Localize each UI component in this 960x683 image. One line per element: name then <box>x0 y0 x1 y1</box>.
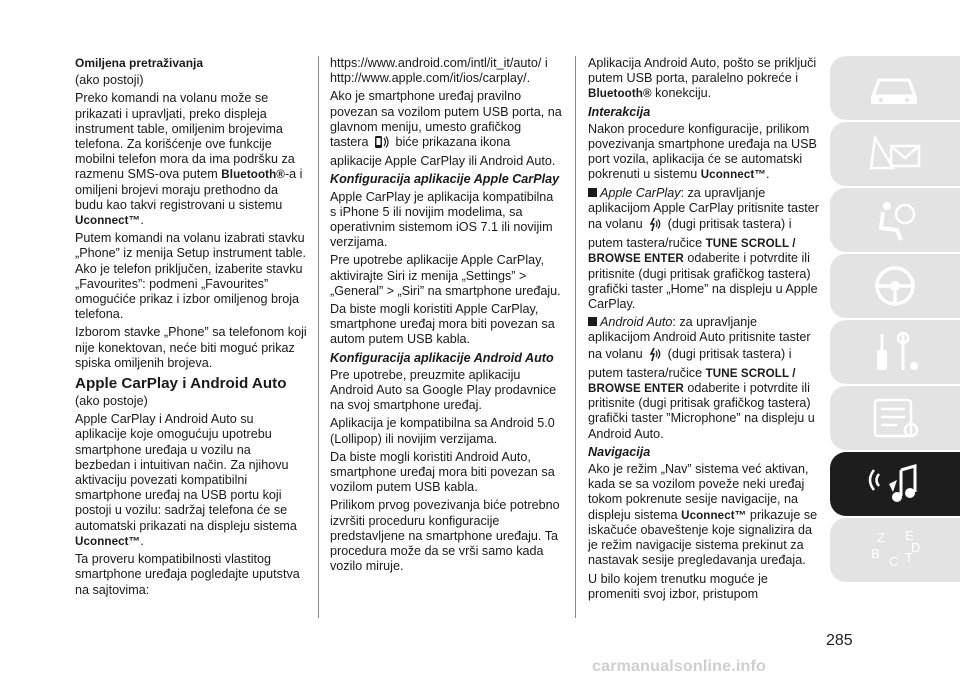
paragraph: Preko komandi na volanu može se prikazati i upravljati, preko displeja instrument table, omiljenim brojevima telefona. Za korišćenje ove funkcije mobilni telefon mora da ima podršku za razmenu SMS-ova putem Bluetooth®-a i omiljeni brojevi moraju prethodno da budu kao takvi registrovani u sistemu Uconnect™. <box>75 91 303 228</box>
heading-favourites: Omiljena pretraživanja <box>75 56 204 70</box>
paragraph: Da biste mogli koristiti Apple CarPlay, smartphone uređaj mora biti povezan sa autom putem USB kabla. <box>330 302 555 347</box>
paragraph: Ta proveru kompatibilnosti vlastitog smartphone uređaja pogledajte uputstva na sajtovima: <box>75 552 300 597</box>
paragraph: Izborom stavke „Phone” sa telefonom koji nije konektovan, neće biti moguć prikaz spiska omiljenih brojeva. <box>75 325 307 370</box>
tab-driving[interactable] <box>830 254 960 318</box>
tab-index[interactable] <box>830 518 960 582</box>
car-dashboard-icon <box>867 66 923 110</box>
heading-carplay-config: Konfiguracija aplikacije Apple CarPlay <box>330 172 560 187</box>
voice-command-icon <box>648 346 662 366</box>
bullet-square-icon <box>588 188 597 197</box>
tab-safety[interactable] <box>830 188 960 252</box>
paragraph: Prilikom prvog povezivanja biće potrebno izvršiti proceduru konfiguracije predstavljene na smartphone uređaju. Ta procedura može da se vrši samo kada vozilo miruje. <box>330 498 560 574</box>
section-title-carplay-android: Apple CarPlay i Android Auto <box>75 375 287 393</box>
text-column-1 <box>75 56 307 601</box>
bullet-android: Android Auto: za upravljanje aplikacijom Android Auto pritisnite taster na volanu (dugi pritisak tastera) i putem tastera/ručice TUNE SCROLL / BROWSE ENTER odaberite i potvrdite ili pritisnite (dugi pritisak grafičkog tastera) grafički taster ”Microphone” na displeju u Android Auto. <box>588 315 815 441</box>
tab-specifications[interactable] <box>830 386 960 450</box>
tab-multimedia[interactable] <box>830 452 960 516</box>
steering-wheel-icon <box>867 264 923 308</box>
warning-envelope-icon <box>867 132 923 176</box>
tab-warnings[interactable] <box>830 122 960 186</box>
maintenance-tools-icon <box>867 330 923 374</box>
heading-favourites-sub: (ako postoji) <box>75 73 144 88</box>
paragraph: Apple CarPlay je aplikacija kompatibilna s iPhone 5 ili novijim modelima, sa operativnim sistemom iOS 7.1 ili novijim verzijama. <box>330 189 554 250</box>
specifications-list-icon <box>867 396 923 440</box>
index-letter: T <box>905 550 913 565</box>
multimedia-note-icon <box>867 462 923 506</box>
tab-maintenance[interactable] <box>830 320 960 384</box>
page-number: 285 <box>826 632 853 649</box>
heading-android-config: Konfiguracija aplikacije Android Auto <box>330 350 554 365</box>
chapter-tabs <box>830 56 960 584</box>
text-column-3 <box>588 56 820 605</box>
index-letter: C <box>889 554 899 569</box>
paragraph: Pre upotrebe aplikacije Apple CarPlay, aktivirajte Siri iz menija „Settings” > „General” > „Siri” na smartphone uređaju. <box>330 253 561 298</box>
watermark: carmanualsonline.info <box>592 658 767 675</box>
voice-command-icon <box>648 216 662 236</box>
paragraph: Apple CarPlay i Android Auto su aplikacije koje omogućuju upotrebu smartphone uređaja u vozilu na bezbedan i intuitivan način. Za njihovu aktivaciju povezati kompatibilni smartphone uređaj na USB portu koji postoji u vozilu: sadržaj telefona će se automatski prikazati na displeju sistema Uconnect™. <box>75 412 297 548</box>
heading-interaction: Interakcija <box>588 104 651 119</box>
paragraph: Pre upotrebe, preuzmite aplikaciju Android Auto sa Google Play prodavnice na svoj smartphone uređaj. <box>330 367 557 413</box>
airbag-seat-icon <box>867 198 923 242</box>
index-letter: E <box>905 528 914 543</box>
paragraph: Da biste mogli koristiti Android Auto, smartphone uređaj mora biti povezan sa vozilom putem USB kabla. <box>330 449 555 495</box>
bullet-square-icon <box>588 317 597 326</box>
index-letter: B <box>871 546 880 561</box>
paragraph: Ako je režim „Nav” sistema već aktivan, kada se sa vozilom poveže neki uređaj tokom pokrenute sesije navigacije, na displeju sistema Uconnect™ prikazuje se iskačuće obaveštenje koje signalizira da je režim navigacije sistema prekinut za nastavak sesije pregledavanja uređaja. <box>588 462 818 568</box>
paragraph: Nakon procedure konfiguracije, prilikom povezivanja smartphone uređaja na USB port vozila, aplikacija će se automatski pokrenuti u sistemu Uconnect™. <box>588 121 817 182</box>
paragraph-urls: https://www.android.com/intl/it_it/auto/ i http://www.apple.com/it/ios/carplay/. <box>330 56 548 86</box>
section-title-sub: (ako postoje) <box>75 394 148 409</box>
index-letter: D <box>911 540 921 555</box>
tab-dashboard[interactable] <box>830 56 960 120</box>
phone-graphic-key-icon <box>374 135 390 154</box>
column-divider <box>575 56 576 618</box>
heading-navigation: Navigacija <box>588 444 651 459</box>
paragraph: Aplikacija je kompatibilna sa Android 5.0 (Lollipop) ili novijim verzijama. <box>330 416 555 446</box>
index-letter: Z <box>877 530 885 545</box>
column-divider <box>318 56 319 618</box>
bullet-carplay: Apple CarPlay: za upravljanje aplikacijom Apple CarPlay pritisnite taster na volanu (dugi pritisak tastera) i putem tastera/ručice TUNE SCROLL / BROWSE ENTER odaberite i potvrdite ili pritisnite (dugi pritisak grafičkog tastera) grafički taster „Home” na displeju u Apple CarPlay. <box>588 185 819 312</box>
text-column-2 <box>330 56 562 578</box>
paragraph: U bilo kojem trenutku moguće je promeniti svoj izbor, pristupom <box>588 571 768 601</box>
paragraph: Putem komandi na volanu izabrati stavku „Phone” iz menija Setup instrument table. Ako je telefon priključen, izaberite stavku „Favourites”: podmeni „Favourites” omogućiće prikaz i izbor omiljenog broja telefona. <box>75 231 307 322</box>
paragraph: Ako je smartphone uređaj pravilno povezan sa vozilom putem USB porta, na glavnom meniju, umesto grafičkog tastera biće prikazana ikona aplikacije Apple CarPlay ili Android Auto. <box>330 89 562 169</box>
paragraph: Aplikacija Android Auto, pošto se priključi putem USB porta, paralelno pokreće i Bluetooth® konekciju. <box>588 56 817 101</box>
index-letters-icon <box>867 528 923 572</box>
